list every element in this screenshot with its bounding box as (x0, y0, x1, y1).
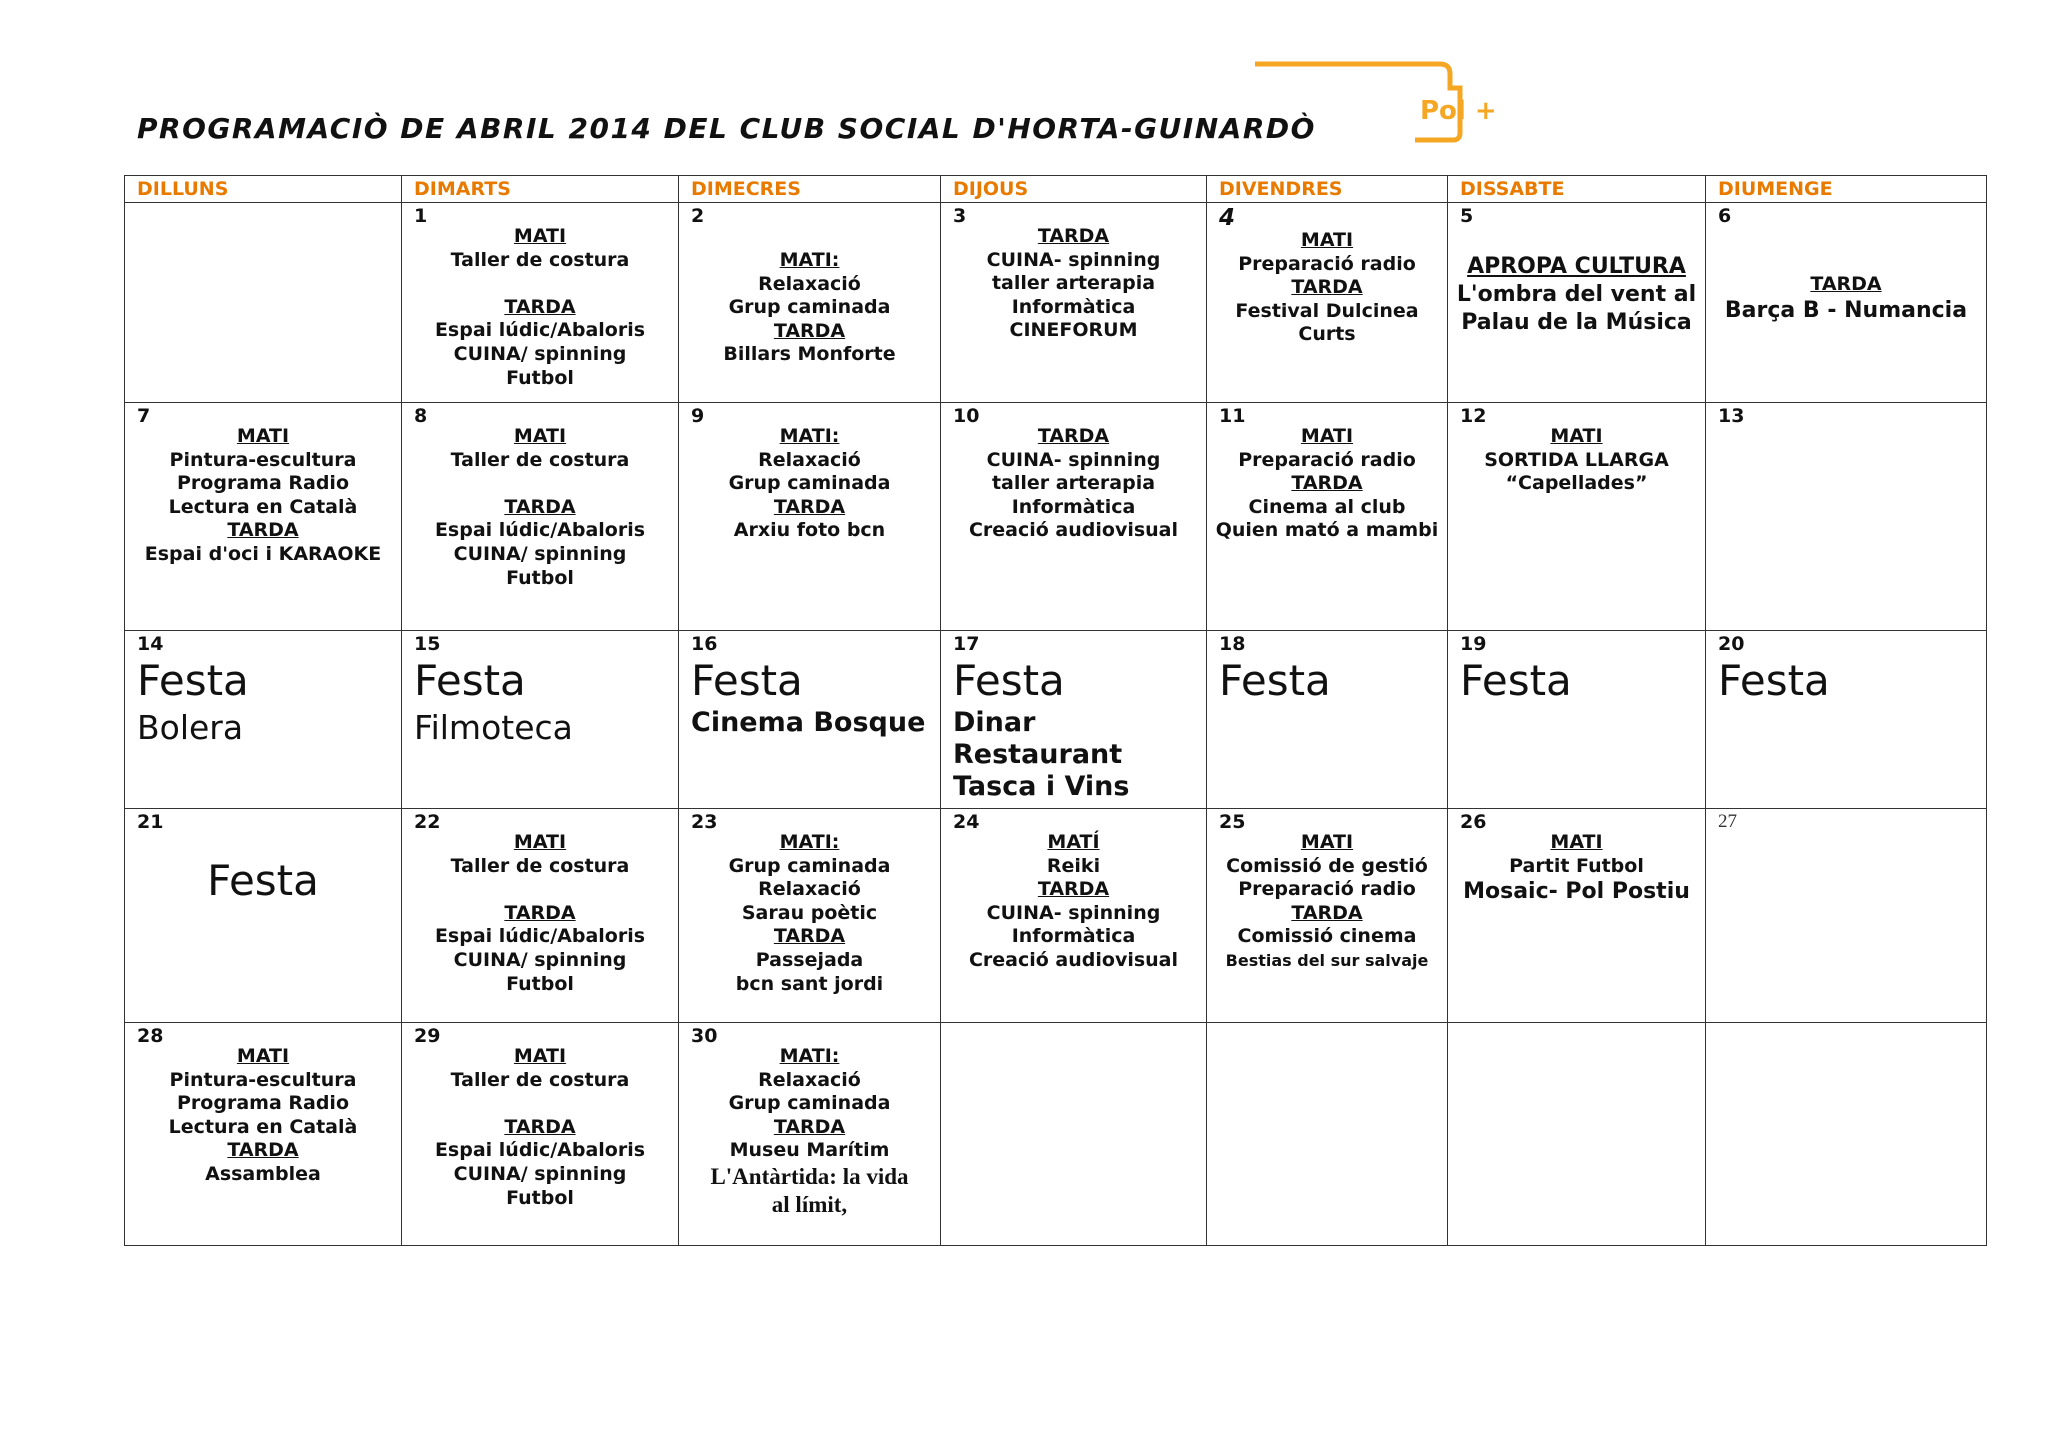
activity-line: taller arterapia (991, 272, 1156, 295)
activity-list (679, 809, 940, 996)
day-number: 4 (1219, 205, 1236, 231)
blank-line (402, 878, 678, 902)
day-number: 18 (1219, 633, 1246, 655)
activity-line: Festival Dulcinea (1235, 299, 1419, 322)
weekday-header: DIMECRES (679, 176, 941, 203)
festa-label: Festa (414, 656, 526, 705)
activity-line: Espai lúdic/Abaloris (434, 925, 646, 948)
day-number: 8 (414, 405, 428, 427)
activity-line: TARDA (773, 319, 846, 342)
activity-line: Billars Monforte (723, 343, 896, 366)
activity-line: MATÍ (1047, 831, 1100, 853)
festa-label: Festa (1460, 656, 1572, 705)
activity-line: Informàtica (1011, 295, 1136, 318)
activity-line: Pintura-escultura (169, 1068, 357, 1091)
activity-line: TARDA (1037, 225, 1110, 247)
calendar-day-cell (1706, 631, 1987, 809)
logo-text: Pol + (1420, 96, 1497, 126)
activity-line: Bestias del sur salvaje (1225, 950, 1429, 970)
calendar-day-cell (1706, 1023, 1987, 1246)
blank-line (402, 272, 678, 296)
calendar-day-cell (125, 631, 402, 809)
day-number: 14 (137, 633, 164, 655)
activity-line: Taller de costura (450, 448, 630, 471)
activity-line: Futbol (506, 366, 574, 389)
activity-line: TARDA (504, 901, 576, 924)
activity-line: Espai lúdic/Abaloris (434, 1139, 646, 1162)
day-number: 25 (1219, 811, 1246, 833)
activity-list (1207, 809, 1447, 973)
activity-line: MATI (1300, 229, 1354, 251)
day-number: 12 (1460, 405, 1487, 427)
activity-line: SORTIDA LLARGA (1484, 448, 1669, 471)
activity-line: Relaxació (758, 448, 861, 471)
activity-line: MATI (236, 1045, 290, 1067)
activity-list (679, 203, 940, 367)
activity-line: CUINA/ spinning (453, 948, 627, 971)
day-number: 10 (953, 405, 980, 427)
activity-line: CUINA/ spinning (453, 1162, 627, 1185)
activity-line: Assamblea (205, 1162, 321, 1185)
calendar-day-cell (679, 1023, 941, 1246)
activity-line: Grup caminada (728, 472, 891, 495)
activity-line: Sarau poètic (741, 901, 878, 924)
activity-line: Lectura en Català (168, 495, 358, 518)
festa-label: Festa (137, 656, 249, 705)
activity-list (1448, 203, 1705, 337)
day-number: 23 (691, 811, 718, 833)
calendar-day-cell (1207, 631, 1448, 809)
day-number: 19 (1460, 633, 1487, 655)
activity-line: Partit Futbol (1509, 854, 1644, 877)
calendar-week-row (125, 203, 1987, 403)
calendar-day-cell (1706, 403, 1987, 631)
activity-line: TARDA (1291, 472, 1363, 495)
day-number: 2 (691, 205, 705, 227)
calendar-day-cell (125, 809, 402, 1023)
calendar-day-cell (941, 631, 1207, 809)
activity-line: Relaxació (758, 272, 861, 295)
page-title: PROGRAMACIÒ DE ABRIL 2014 DEL CLUB SOCIAL D'HORTA-GUINARDÒ (137, 112, 1316, 145)
activity-line: TARDA (773, 925, 846, 948)
activity-line: “Capellades” (1505, 472, 1648, 495)
weekday-header: DIJOUS (941, 176, 1207, 203)
activity-line: Futbol (506, 1186, 574, 1209)
activity-line: MATI (1300, 831, 1354, 853)
activity-line: taller arterapia (991, 472, 1156, 495)
activity-line: MATI (1550, 831, 1603, 853)
calendar-day-cell (941, 809, 1207, 1023)
day-number: 24 (953, 811, 980, 833)
activity-list (679, 403, 940, 543)
activity-line: Relaxació (758, 878, 861, 901)
calendar-day-cell (402, 631, 679, 809)
calendar-day-cell (679, 203, 941, 403)
activity-list (679, 1023, 940, 1219)
calendar-day-cell (402, 403, 679, 631)
activity-line: Comissió cinema (1237, 925, 1417, 948)
activity-line: APROPA CULTURA (1467, 254, 1686, 279)
activity-line: Preparació radio (1238, 448, 1416, 471)
activity-line: Barça B - Numancia (1724, 297, 1968, 323)
calendar-day-cell (1207, 403, 1448, 631)
day-number: 29 (414, 1025, 441, 1047)
day-number: 16 (691, 633, 718, 655)
activity-line: Cinema al club (1248, 495, 1406, 518)
activity-line: TARDA (1810, 273, 1882, 295)
blank-line (402, 1092, 678, 1116)
day-number: 15 (414, 633, 441, 655)
activity-list (1448, 809, 1705, 906)
festa-label: Festa (691, 656, 803, 705)
activity-list (1207, 203, 1447, 347)
activity-list (402, 403, 678, 590)
activity-line: Creació audiovisual (968, 519, 1179, 542)
activity-line: Grup caminada (728, 854, 891, 877)
calendar-day-cell (1448, 403, 1706, 631)
activity-list (1706, 203, 1986, 325)
activity-line: Quien mató a mambi (1215, 519, 1439, 542)
weekday-header: DIMARTS (402, 176, 679, 203)
activity-line: MATI: (779, 425, 840, 447)
activity-list (402, 1023, 678, 1210)
weekday-header: DISSABTE (1448, 176, 1706, 203)
calendar-week-row (125, 1023, 1987, 1246)
activity-line: Espai lúdic/Abaloris (434, 519, 646, 542)
activity-line: CUINA/ spinning (453, 542, 627, 565)
activity-line: CUINA/ spinning (453, 342, 627, 365)
calendar-day-cell (402, 203, 679, 403)
calendar-day-cell (402, 1023, 679, 1246)
day-number: 7 (137, 405, 151, 427)
activity-line: Espai lúdic/Abaloris (434, 319, 646, 342)
festa-activity: Bolera (137, 708, 244, 747)
day-number: 13 (1718, 405, 1745, 427)
day-number: 5 (1460, 205, 1474, 227)
activity-line: Passejada (755, 948, 864, 971)
activity-line: Grup caminada (728, 1092, 891, 1115)
activity-list (1448, 403, 1705, 496)
calendar-week-row (125, 631, 1987, 809)
activity-line: Informàtica (1011, 495, 1136, 518)
festa-activity: Cinema Bosque (691, 707, 926, 738)
day-number: 30 (691, 1025, 718, 1047)
activity-line: MATI (1300, 425, 1354, 447)
activity-line: Taller de costura (450, 854, 630, 877)
activity-line: Pintura-escultura (169, 448, 357, 471)
activity-line: MATI (513, 1045, 567, 1067)
activity-line: TARDA (1291, 901, 1363, 924)
festa-label: Festa (207, 856, 319, 905)
activity-line: MATI (1550, 425, 1603, 447)
activity-line: Informàtica (1011, 925, 1136, 948)
activity-line: al límit, (771, 1191, 848, 1217)
weekday-header: DIUMENGE (1706, 176, 1987, 203)
activity-list (125, 403, 401, 567)
calendar-day-cell (1448, 631, 1706, 809)
festa-activity: Dinar Restaurant (953, 707, 1123, 770)
activity-line: TARDA (1037, 878, 1110, 901)
activity-line: CUINA- spinning (986, 448, 1161, 471)
activity-line: MATI (513, 425, 567, 447)
activity-line: MATI: (779, 1045, 840, 1067)
activity-line: Programa Radio (177, 1092, 349, 1115)
activity-line: TARDA (227, 1139, 299, 1162)
festa-label: Festa (1718, 656, 1830, 705)
weekday-header: DIVENDRES (1207, 176, 1448, 203)
day-number: 17 (953, 633, 980, 655)
calendar-day-cell (1207, 809, 1448, 1023)
activity-line: Curts (1298, 323, 1356, 346)
day-number: 28 (137, 1025, 164, 1047)
activity-line: TARDA (1291, 276, 1363, 299)
activity-line: Arxiu foto bcn (733, 519, 886, 542)
calendar-day-cell (125, 203, 402, 403)
activity-line: TARDA (504, 295, 576, 318)
day-number: 27 (1718, 811, 1737, 832)
activity-list (125, 1023, 401, 1187)
activity-line: MATI (513, 225, 567, 247)
activity-list (941, 203, 1206, 343)
activity-line: Taller de costura (450, 248, 630, 271)
activity-line: Taller de costura (450, 1068, 630, 1091)
activity-list (402, 809, 678, 996)
festa-label: Festa (1219, 656, 1331, 705)
weekday-header: DILLUNS (125, 176, 402, 203)
activity-line: TARDA (504, 1115, 576, 1138)
calendar-day-cell (402, 809, 679, 1023)
festa-label: Festa (953, 656, 1065, 705)
blank-line (402, 472, 678, 496)
day-number: 9 (691, 405, 705, 427)
calendar-day-cell (1448, 1023, 1706, 1246)
activity-line: MATI: (779, 249, 840, 271)
activity-line: TARDA (504, 495, 576, 518)
calendar-day-cell (1706, 809, 1987, 1023)
calendar-day-cell (941, 203, 1207, 403)
day-number: 21 (137, 811, 164, 833)
calendar-day-cell (1706, 203, 1987, 403)
activity-line: Preparació radio (1238, 252, 1416, 275)
calendar-week-row (125, 809, 1987, 1023)
activity-line: MATI: (779, 831, 840, 853)
activity-list (402, 203, 678, 390)
day-number: 20 (1718, 633, 1745, 655)
activity-line: Palau de la Música (1461, 310, 1692, 335)
activity-line: L'ombra del vent al (1456, 282, 1697, 307)
calendar-day-cell (1448, 809, 1706, 1023)
activity-line: CUINA- spinning (986, 248, 1161, 271)
calendar-day-cell (125, 1023, 402, 1246)
activity-line: Creació audiovisual (968, 948, 1179, 971)
activity-line: Futbol (506, 972, 574, 995)
activity-line: Reiki (1046, 854, 1101, 877)
calendar-day-cell (1448, 203, 1706, 403)
activity-line: MATI (513, 831, 567, 853)
activity-line: MATI (236, 425, 290, 447)
activity-line: TARDA (773, 1115, 846, 1138)
activity-line: Grup caminada (728, 296, 891, 319)
activity-line: TARDA (227, 519, 299, 542)
day-number: 6 (1718, 205, 1732, 227)
activity-line: Espai d'oci i KARAOKE (144, 542, 382, 565)
calendar-day-cell (941, 1023, 1207, 1246)
activity-line: Museu Marítim (729, 1139, 890, 1162)
day-number: 3 (953, 205, 967, 227)
activity-list (941, 809, 1206, 973)
activity-line: Preparació radio (1238, 878, 1416, 901)
calendar-week-row (125, 403, 1987, 631)
calendar-day-cell (125, 403, 402, 631)
activity-line: Relaxació (758, 1068, 861, 1091)
festa-activity: Tasca i Vins (953, 771, 1130, 802)
activity-list (941, 403, 1206, 543)
activity-line: L'Antàrtida: la vida (710, 1163, 909, 1189)
day-number: 22 (414, 811, 441, 833)
calendar-day-cell (1207, 203, 1448, 403)
calendar-day-cell (679, 403, 941, 631)
calendar-day-cell (679, 809, 941, 1023)
festa-activity: Filmoteca (414, 708, 573, 747)
activity-line: Futbol (506, 566, 574, 589)
activity-line: Lectura en Català (168, 1115, 358, 1138)
weekday-header-row (125, 176, 1987, 203)
activity-line: bcn sant jordi (735, 972, 884, 995)
day-number: 11 (1219, 405, 1246, 427)
activity-line: Comissió de gestió (1226, 854, 1428, 877)
calendar-day-cell (1207, 1023, 1448, 1246)
calendar-day-cell (679, 631, 941, 809)
calendar-table (124, 175, 1987, 1246)
activity-line: CUINA- spinning (986, 901, 1161, 924)
day-number: 1 (414, 205, 428, 227)
activity-line: CINEFORUM (1009, 319, 1138, 342)
activity-line: TARDA (773, 495, 846, 518)
activity-line: TARDA (1037, 425, 1110, 447)
activity-line: Mosaic- Pol Postiu (1463, 879, 1690, 905)
activity-line: Programa Radio (177, 472, 349, 495)
calendar-day-cell (941, 403, 1207, 631)
day-number: 26 (1460, 811, 1487, 833)
